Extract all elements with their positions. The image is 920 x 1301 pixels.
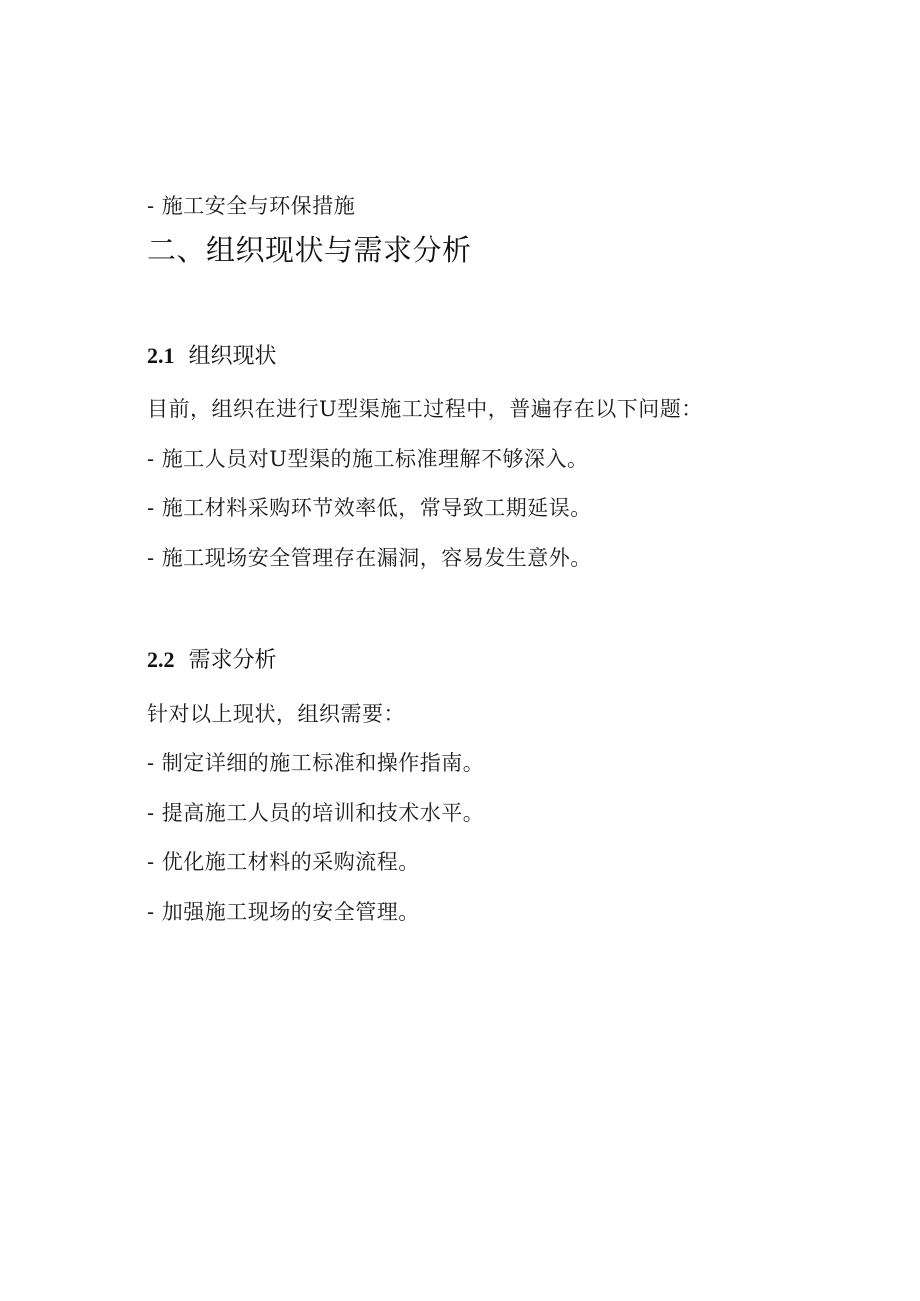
list-item: - 加强施工现场的安全管理。	[147, 900, 420, 924]
paragraph-intro: 针对以上现状，组织需要：	[147, 702, 405, 726]
list-item-safety-env: - 施工安全与环保措施	[147, 194, 356, 218]
list-item: - 施工材料采购环节效率低，常导致工期延误。	[147, 496, 592, 520]
list-item: - 施工人员对U型渠的施工标准理解不够深入。	[147, 447, 589, 471]
subsection-title: 需求分析	[188, 648, 277, 673]
subsection-heading-2-1	[147, 341, 277, 372]
subsection-number: 2.2	[147, 647, 175, 672]
list-item: - 制定详细的施工标准和操作指南。	[147, 751, 485, 775]
list-item: - 优化施工材料的采购流程。	[147, 850, 420, 874]
section-title: 二、组织现状与需求分析	[147, 233, 472, 267]
subsection-heading-2-2	[147, 645, 277, 676]
list-item: - 提高施工人员的培训和技术水平。	[147, 801, 485, 825]
paragraph-intro: 目前，组织在进行U型渠施工过程中，普遍存在以下问题：	[147, 397, 703, 421]
subsection-number: 2.1	[147, 343, 175, 368]
list-item: - 施工现场安全管理存在漏洞，容易发生意外。	[147, 546, 592, 570]
subsection-title: 组织现状	[188, 344, 277, 369]
